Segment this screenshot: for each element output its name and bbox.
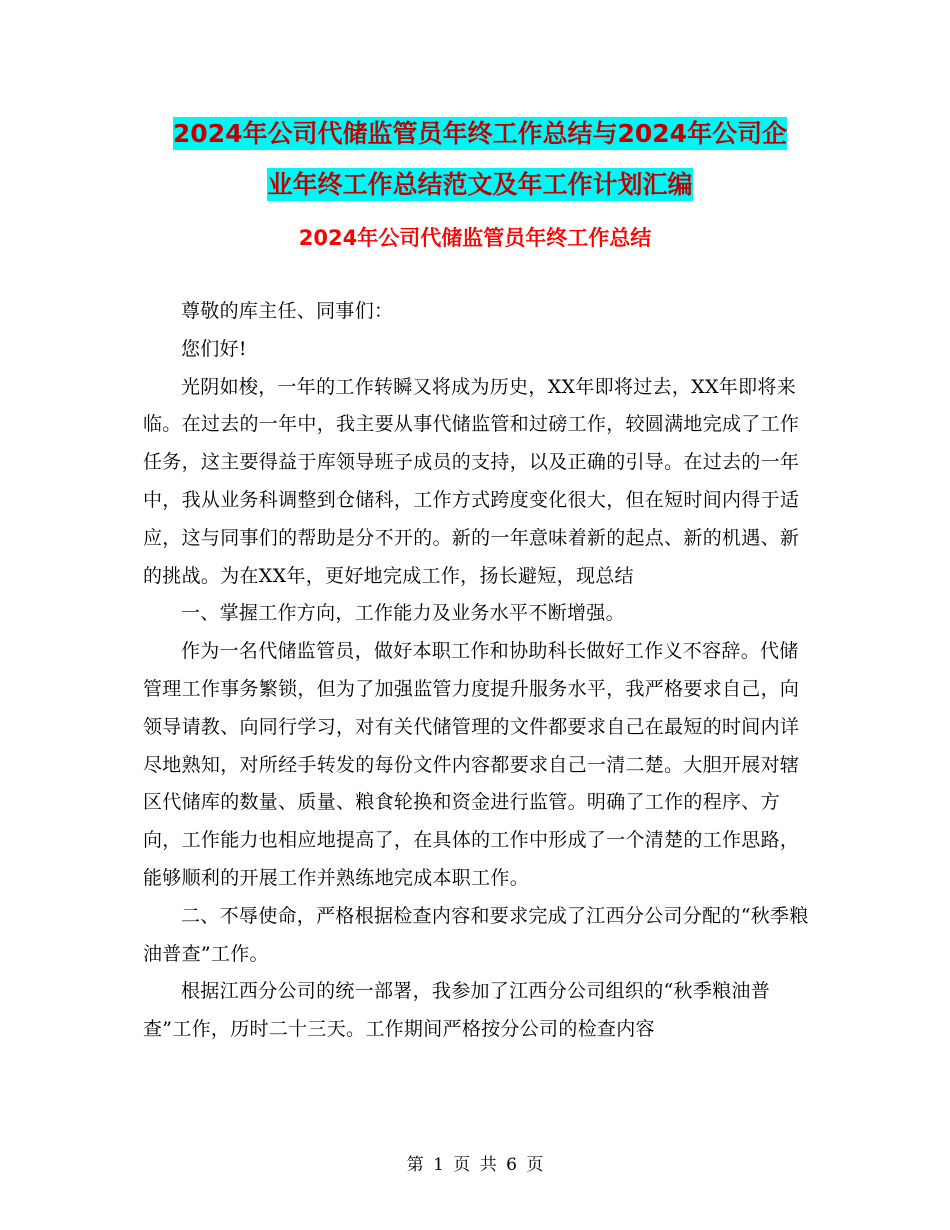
document-title-line-1: 2024年公司代储监管员年终工作总结与2024年公司企	[172, 119, 788, 148]
document-body	[143, 293, 811, 1049]
section-title: 2024年公司代储监管员年终工作总结	[298, 226, 652, 250]
document-title-line-2: 业年终工作总结范文及年工作计划汇编	[267, 170, 693, 199]
point-2-paragraph: 根据江西分公司的统一部署，我参加了江西分公司组织的“秋季粮油普查”工作，历时二十三天。工作期间严格按分公司的检查内容	[143, 980, 771, 1041]
document-title	[140, 108, 820, 210]
greeting: 您们好!	[181, 337, 247, 360]
point-1-paragraph: 作为一名代储监管员，做好本职工作和协助科长做好工作义不容辞。代储管理工作事务繁锁，但为了加强监管力度提升服务水平，我严格要求自己，向领导请教、向同行学习，对有关代储管理的文件都要求自己在最短的时间内详尽地熟知，对所经手转发的每份文件内容都要求自己一清二楚。大胆开展对辖区代储库的数量、质量、粮食轮换和资金进行监管。明确了工作的程序、方向，工作能力也相应地提高了，在具体的工作中形成了一个清楚的工作思路，能够顺利的开展工作并熟练地完成本职工作。	[143, 640, 800, 889]
heading-point-1: 一、掌握工作方向，工作能力及业务水平不断增强。	[181, 602, 625, 625]
intro-paragraph: 光阴如梭，一年的工作转瞬又将成为历史，XX年即将过去，XX年即将来临。在过去的一年中，我主要从事代储监管和过磅工作，较圆满地完成了工作任务，这主要得益于库领导班子成员的支持，以及正确的引导。在过去的一年中，我从业务科调整到仓储科，工作方式跨度变化很大，但在短时间内得于适应，这与同事们的帮助是分不开的。新的一年意味着新的起点、新的机遇、新的挑战。为在XX年，更好地完成工作，扬长避短，现总结	[143, 375, 800, 587]
heading-point-2: 二、不辱使命，严格根据检查内容和要求完成了江西分公司分配的“秋季粮油普查”工作。	[143, 904, 809, 965]
page-number-footer: 第 1 页 共 6 页	[406, 1155, 544, 1175]
salutation: 尊敬的库主任、同事们：	[181, 300, 394, 322]
